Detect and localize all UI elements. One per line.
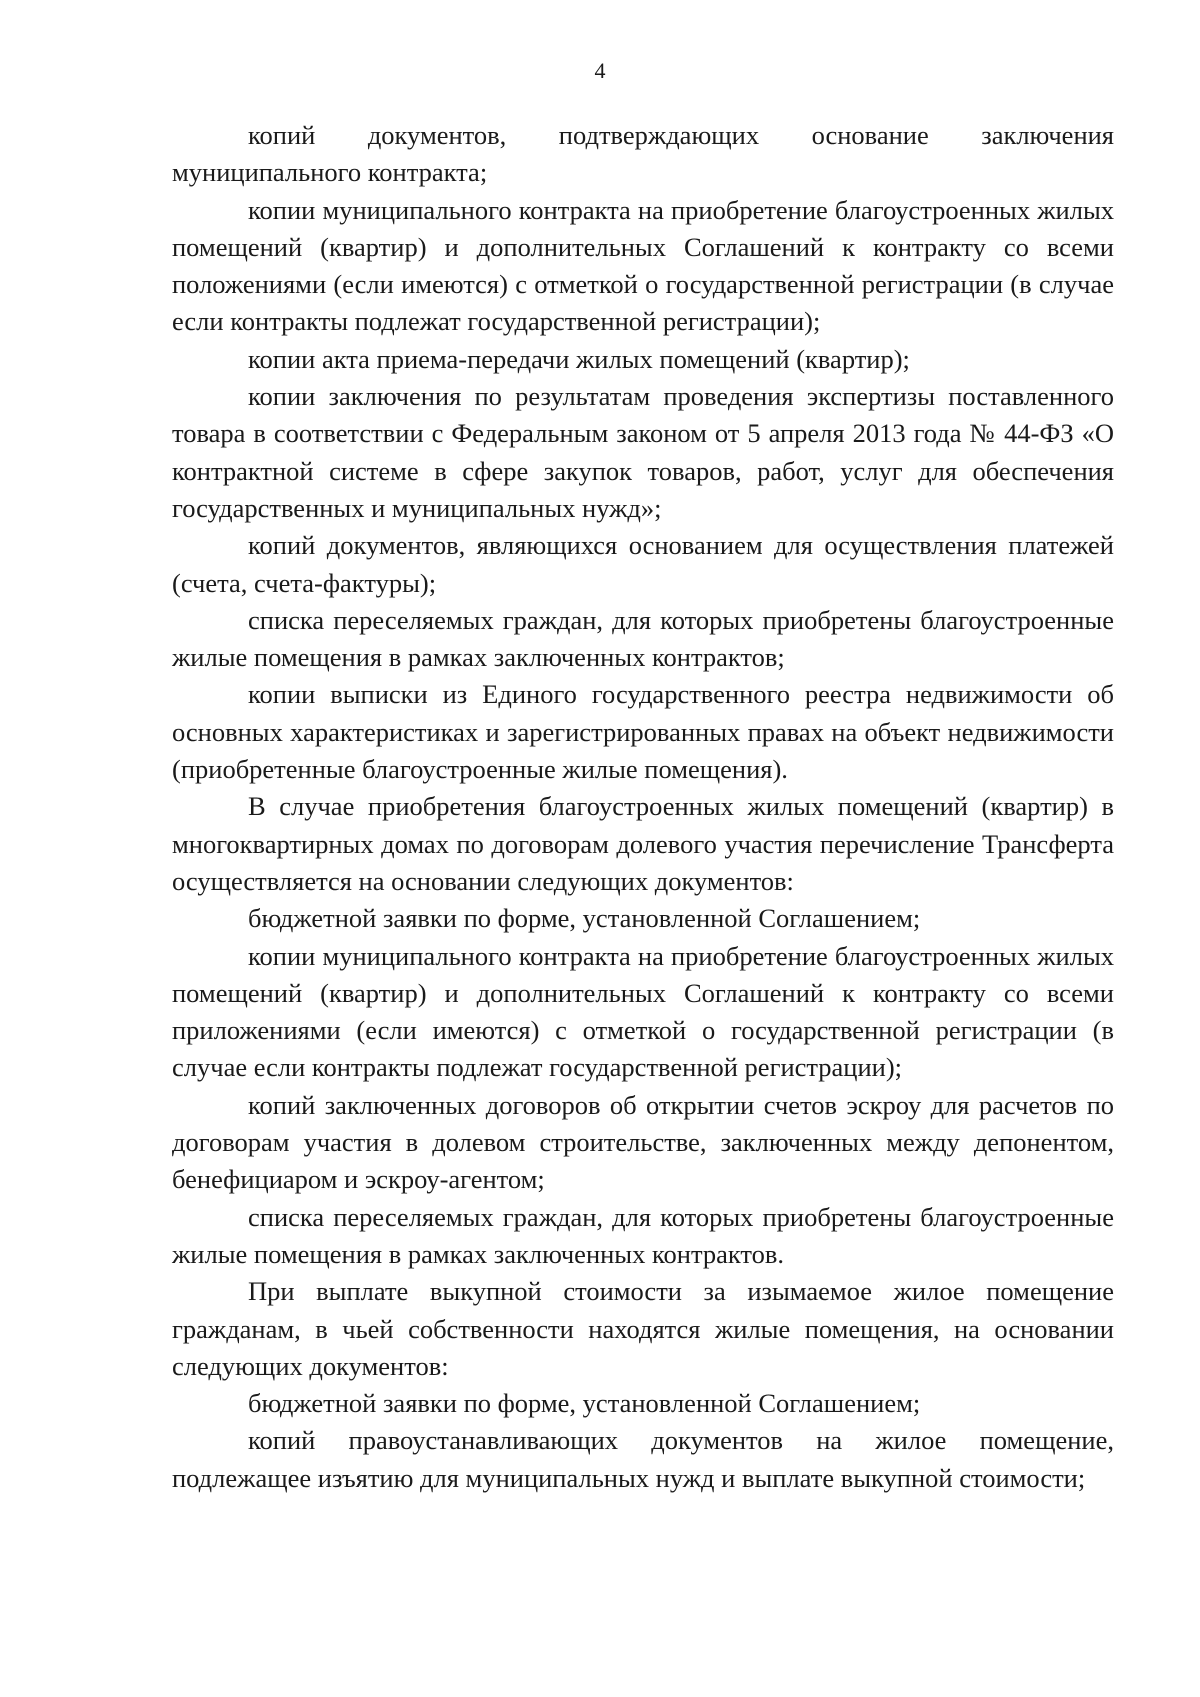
paragraph: копии муниципального контракта на приобретение благоустроенных жилых помещений (квартир) и дополнительных Соглашений к контракту со всеми положениями (если имеются) с отметкой о государственной регистрации (в случае если контракты подлежат государственной регистрации); <box>172 194 1114 337</box>
paragraph: копии муниципального контракта на приобретение благоустроенных жилых помещений (квартир) и дополнительных Соглашений к контракту со всеми приложениями (если имеются) с отметкой о государственной регистрации (в случае если контракты подлежат государственной регистрации); <box>172 940 1114 1083</box>
paragraph: бюджетной заявки по форме, установленной Соглашением; <box>248 903 921 934</box>
paragraph: копий правоустанавливающих документов на жилое помещение, подлежащее изъятию для муниципальных нужд и выплате выкупной стоимости; <box>172 1425 1114 1493</box>
paragraph: списка переселяемых граждан, для которых приобретены благоустроенные жилые помещения в рамках заключенных контрактов; <box>172 604 1114 673</box>
paragraph: копий заключенных договоров об открытии счетов эскроу для расчетов по договорам участия в долевом строительстве, заключенных между депонентом, бенефициаром и эскроу-агентом; <box>172 1089 1114 1195</box>
paragraph: копий документов, являющихся основанием для осуществления платежей (счета, счета-фактуры); <box>172 530 1114 598</box>
page-number: 4 <box>594 58 606 83</box>
paragraph: копии выписки из Единого государственного реестра недвижимости об основных характеристиках и зарегистрированных правах на объект недвижимости (приобретенные благоустроенные жилые помещения). <box>172 679 1114 785</box>
document-body <box>172 117 1114 1497</box>
paragraph: копии заключения по результатам проведения экспертизы поставленного товара в соответствии с Федеральным законом от 5 апреля 2013 года № 44-ФЗ «О контрактной системе в сфере закупок товаров, работ, услуг для обеспечения государственных и муниципальных нужд»; <box>172 381 1114 523</box>
paragraph: В случае приобретения благоустроенных жилых помещений (квартир) в многоквартирных домах по договорам долевого участия перечисление Трансферта осуществляется на основании следующих документов: <box>172 791 1114 896</box>
paragraph: копий документов, подтверждающих основание заключения муниципального контракта; <box>172 120 1114 188</box>
paragraph: списка переселяемых граждан, для которых приобретены благоустроенные жилые помещения в рамках заключенных контрактов. <box>172 1201 1114 1269</box>
paragraph: При выплате выкупной стоимости за изымаемое жилое помещение гражданам, в чьей собственности находятся жилые помещения, на основании следующих документов: <box>172 1276 1114 1381</box>
paragraph: копии акта приема-передачи жилых помещений (квартир); <box>248 343 910 374</box>
paragraph: бюджетной заявки по форме, установленной Соглашением; <box>248 1388 921 1419</box>
